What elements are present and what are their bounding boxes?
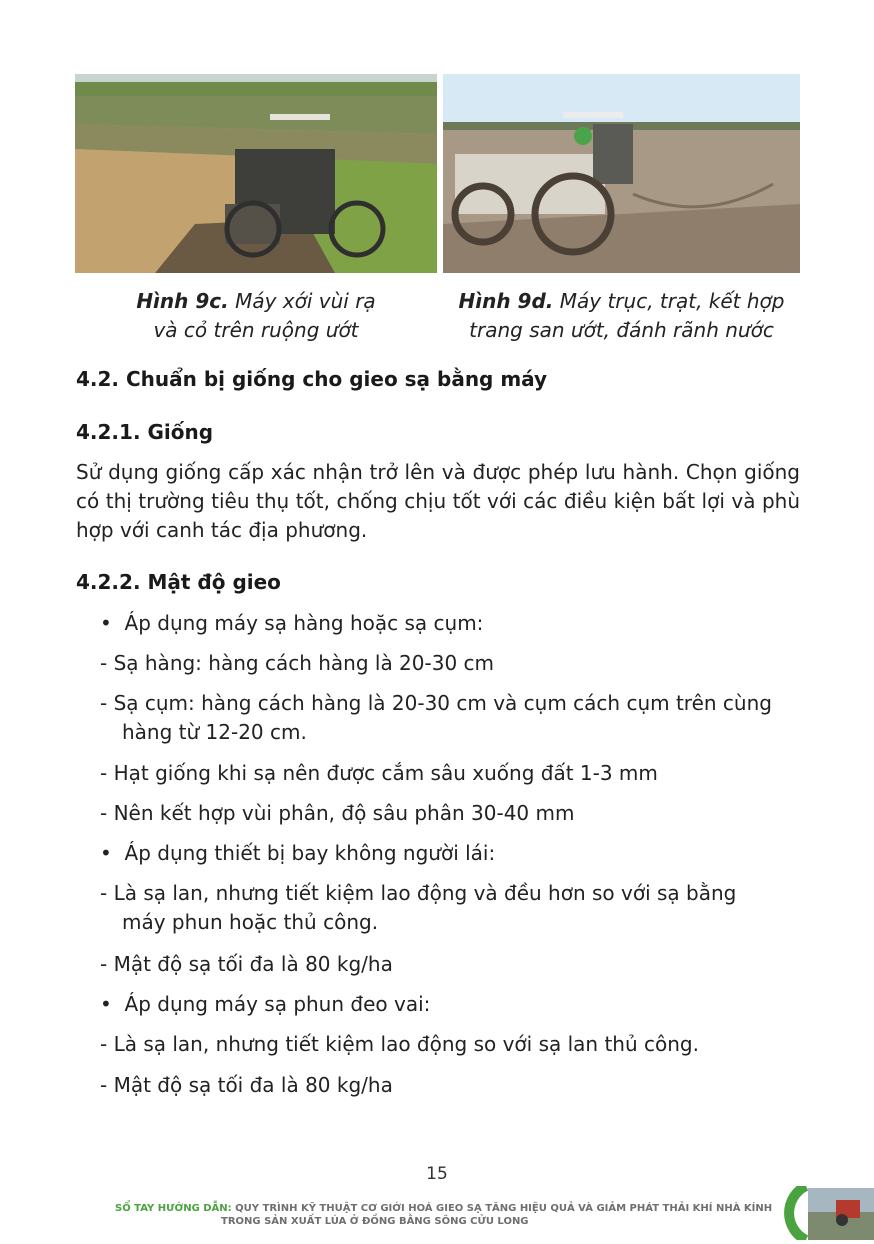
footer-line1: QUY TRÌNH KỸ THUẬT CƠ GIỚI HOÁ GIEO SẠ TĂNG HIỆU QUẢ VÀ GIẢM PHÁT THẢI KHÍ NHÀ KÍNH [235,1203,773,1214]
list-item [100,879,800,937]
figure-9c-caption-line2: và cỏ trên ruộng ướt [153,318,359,342]
section-heading: 4.2. Chuẩn bị giống cho gieo sạ bằng máy [76,367,548,391]
list-item-line1: - Sạ cụm: hàng cách hàng là 20-30 cm và cụm cách cụm trên cùng [100,691,772,715]
footer-brand: SỔ TAY HƯỚNG DẪN: [115,1203,232,1214]
bullet-may-sa-phun: • Áp dụng máy sạ phun đeo vai: [100,992,431,1016]
list-item-line1: - Là sạ lan, nhưng tiết kiệm lao động và đều hơn so với sạ bằng [100,881,737,905]
list-item-line2: máy phun hoặc thủ công. [122,910,379,934]
bullet-text: Áp dụng máy sạ hàng hoặc sạ cụm: [124,611,484,635]
giong-paragraph: Sử dụng giống cấp xác nhận trở lên và được phép lưu hành. Chọn giống có thị trường tiêu thụ tốt, chống chịu tốt với các điều kiện bất lợi và phù hợp với canh tác địa phương. [76,460,800,542]
page-number: 15 [426,1164,448,1184]
figure-9d-image [443,74,800,273]
footer-field-badge-image [776,1186,874,1240]
list-item: - Nên kết hợp vùi phân, độ sâu phân 30-40 mm [100,801,575,825]
figure-9d-caption [443,287,800,345]
bullet-may-sa-hang: • Áp dụng máy sạ hàng hoặc sạ cụm: [100,611,484,635]
bullet-text: Áp dụng máy sạ phun đeo vai: [124,992,431,1016]
figure-9c-label: Hình 9c. [136,289,229,313]
list-item-line2: hàng từ 12-20 cm. [122,720,307,744]
subsection-heading-giong: 4.2.1. Giống [76,420,214,444]
footer-text [115,1202,772,1228]
bullet-drone: • Áp dụng thiết bị bay không người lái: [100,841,496,865]
figure-9d-caption-line1: Máy trục, trạt, kết hợp [559,289,785,313]
list-item [100,689,800,747]
list-item: - Sạ hàng: hàng cách hàng là 20-30 cm [100,651,495,675]
figure-9d-caption-line2: trang san ướt, đánh rãnh nước [469,318,774,342]
footer-line2: TRONG SẢN XUẤT LÚA Ở ĐỒNG BẰNG SÔNG CỬU LONG [221,1216,529,1227]
figure-9c-image [75,74,437,273]
subsection-heading-mat-do: 4.2.2. Mật độ gieo [76,570,281,594]
figure-9c-caption [75,287,437,345]
list-item: - Mật độ sạ tối đa là 80 kg/ha [100,1073,393,1097]
bullet-text: Áp dụng thiết bị bay không người lái: [124,841,496,865]
list-item: - Mật độ sạ tối đa là 80 kg/ha [100,952,393,976]
list-item: - Hạt giống khi sạ nên được cắm sâu xuống đất 1-3 mm [100,761,658,785]
list-item: - Là sạ lan, nhưng tiết kiệm lao động so với sạ lan thủ công. [100,1032,699,1056]
figure-9c-caption-line1: Máy xới vùi rạ [235,289,376,313]
figure-9d-label: Hình 9d. [458,289,554,313]
